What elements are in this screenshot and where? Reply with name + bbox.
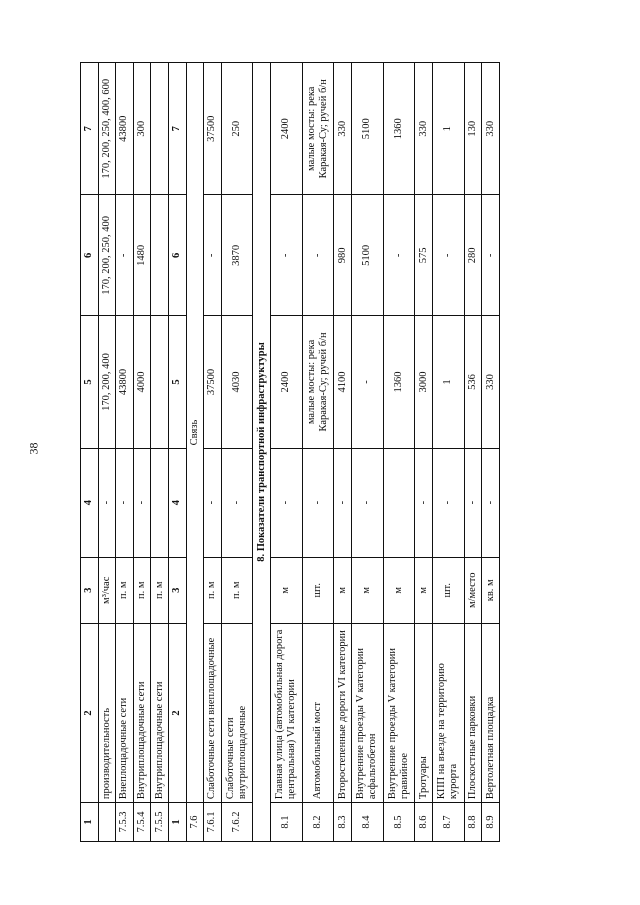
table-cell-col-6: 575: [415, 195, 433, 316]
indicators-table: [80, 62, 500, 842]
table-cell-col-4: -: [116, 448, 134, 557]
column-number-cell: 6: [81, 195, 99, 316]
rotated-table-container: [80, 62, 500, 842]
column-number-cell: 2: [168, 623, 186, 802]
table-cell-col-2: Внеплощадочные сети: [116, 623, 134, 802]
table-row: [204, 63, 222, 842]
table-cell-col-4: -: [221, 448, 253, 557]
table-cell-col-4: -: [271, 448, 303, 557]
table-cell-col-7: 330: [482, 63, 500, 195]
table-cell-col-3: м: [415, 557, 433, 623]
table-cell-col-1: 8.4: [352, 803, 384, 842]
table-cell-col-3: м: [334, 557, 352, 623]
table-cell-col-2: Главная улица (автомобильная дорога центральная) VI категории: [271, 623, 303, 802]
table-cell-col-5: 170, 200, 400: [98, 316, 116, 448]
table-cell-col-4: -: [334, 448, 352, 557]
table-cell-col-7: 37500: [204, 63, 222, 195]
table-cell-col-6: -: [204, 195, 222, 316]
table-cell-col-4: [151, 448, 169, 557]
table-cell-col-1: 7.5.4: [133, 803, 151, 842]
column-number-cell: 5: [81, 316, 99, 448]
table-repeat-header-row: [168, 63, 186, 842]
table-cell-col-2: Второстепенные дороги VI категории: [334, 623, 352, 802]
table-cell-col-2: Внутриплощадочные сети: [151, 623, 169, 802]
table-cell-col-2: КПП на въезде на территорию курорта: [432, 623, 464, 802]
table-cell-col-1: 8.2: [302, 803, 334, 842]
table-cell-col-1: 8.7: [432, 803, 464, 842]
table-cell-col-6: -: [302, 195, 334, 316]
table-cell-col-3: п. м: [221, 557, 253, 623]
table-cell-col-3: п. м: [151, 557, 169, 623]
table-row: [464, 63, 482, 842]
table-cell-col-2: Тротуары: [415, 623, 433, 802]
table-cell-col-1: 7.5.5: [151, 803, 169, 842]
table-cell-col-3: шт.: [432, 557, 464, 623]
section-number: 7.6: [186, 803, 204, 842]
table-row: [98, 63, 116, 842]
table-cell-col-2: Автомобильный мост: [302, 623, 334, 802]
column-number-cell: 7: [81, 63, 99, 195]
table-cell-col-5: 1360: [383, 316, 415, 448]
table-cell-col-2: Слаботочные сети внутриплощадочные: [221, 623, 253, 802]
table-cell-col-3: п. м: [116, 557, 134, 623]
column-number-cell: 6: [168, 195, 186, 316]
column-number-cell: 1: [168, 803, 186, 842]
table-cell-col-5: 3000: [415, 316, 433, 448]
table-cell-col-2: производительность: [98, 623, 116, 802]
table-cell-col-6: -: [116, 195, 134, 316]
table-cell-col-3: кв. м: [482, 557, 500, 623]
table-header-row: [81, 63, 99, 842]
table-row: [352, 63, 384, 842]
table-row: [334, 63, 352, 842]
table-row: [133, 63, 151, 842]
table-cell-col-7: 5100: [352, 63, 384, 195]
table-cell-col-7: малые мосты: река Каракая-Су; ручей б/н: [302, 63, 334, 195]
table-cell-col-7: 300: [133, 63, 151, 195]
table-cell-col-1: 7.6.2: [221, 803, 253, 842]
table-cell-col-3: п. м: [133, 557, 151, 623]
table-cell-col-3: п. м: [204, 557, 222, 623]
table-cell-col-1: 8.8: [464, 803, 482, 842]
section-title: Связь: [186, 63, 204, 803]
section-row-svyaz: [186, 63, 204, 842]
table-cell-col-4: -: [482, 448, 500, 557]
table-cell-col-4: -: [98, 448, 116, 557]
table-cell-col-6: 1480: [133, 195, 151, 316]
table-row: [383, 63, 415, 842]
table-cell-col-2: Вертолетная площадка: [482, 623, 500, 802]
table-cell-col-5: 37500: [204, 316, 222, 448]
table-cell-col-6: -: [383, 195, 415, 316]
table-cell-col-3: м/место: [464, 557, 482, 623]
table-cell-col-4: -: [133, 448, 151, 557]
table-cell-col-4: -: [302, 448, 334, 557]
table-cell-col-3: м: [383, 557, 415, 623]
table-cell-col-1: 8.5: [383, 803, 415, 842]
table-cell-col-7: 43800: [116, 63, 134, 195]
table-cell-col-5: 4030: [221, 316, 253, 448]
table-cell-col-7: 170, 200, 250, 400, 600: [98, 63, 116, 195]
column-number-cell: 3: [81, 557, 99, 623]
column-number-cell: 2: [81, 623, 99, 802]
column-number-cell: 5: [168, 316, 186, 448]
table-cell-col-2: Плоскостные парковки: [464, 623, 482, 802]
table-cell-col-3: м: [352, 557, 384, 623]
table-cell-col-7: 330: [415, 63, 433, 195]
table-cell-col-6: -: [432, 195, 464, 316]
table-cell-col-2: Внутренние проезды V категории асфальтобетон: [352, 623, 384, 802]
table-cell-col-4: [383, 448, 415, 557]
table-cell-col-3: м³/час: [98, 557, 116, 623]
table-cell-col-4: -: [464, 448, 482, 557]
table-cell-col-3: м: [271, 557, 303, 623]
table-row: [415, 63, 433, 842]
table-cell-col-7: 2400: [271, 63, 303, 195]
table-cell-col-6: 280: [464, 195, 482, 316]
table-row: [151, 63, 169, 842]
table-cell-col-7: 1: [432, 63, 464, 195]
table-cell-col-6: -: [271, 195, 303, 316]
table-row: [271, 63, 303, 842]
table-row: [302, 63, 334, 842]
table-row: [116, 63, 134, 842]
table-cell-col-4: -: [352, 448, 384, 557]
table-cell-col-6: 5100: [352, 195, 384, 316]
table-cell-col-5: 4100: [334, 316, 352, 448]
table-cell-col-5: 1: [432, 316, 464, 448]
table-cell-col-2: Внутриплощадочные сети: [133, 623, 151, 802]
table-cell-col-6: -: [482, 195, 500, 316]
table-cell-col-7: 250: [221, 63, 253, 195]
table-cell-col-7: 130: [464, 63, 482, 195]
table-cell-col-7: 330: [334, 63, 352, 195]
table-row: [482, 63, 500, 842]
table-cell-col-1: 8.1: [271, 803, 303, 842]
table-cell-col-2: Внутренние проезды V категории гравийное: [383, 623, 415, 802]
table-cell-col-5: [151, 316, 169, 448]
table-cell-col-5: малые мосты: река Каракая-Су; ручей б/н: [302, 316, 334, 448]
table-cell-col-6: 980: [334, 195, 352, 316]
column-number-cell: 1: [81, 803, 99, 842]
table-cell-col-5: 43800: [116, 316, 134, 448]
table-row: [221, 63, 253, 842]
table-cell-col-1: [98, 803, 116, 842]
table-cell-col-6: 3870: [221, 195, 253, 316]
table-row: [432, 63, 464, 842]
table-cell-col-5: -: [352, 316, 384, 448]
table-cell-col-6: 170, 200, 250, 400: [98, 195, 116, 316]
table-cell-col-1: 8.9: [482, 803, 500, 842]
column-number-cell: 3: [168, 557, 186, 623]
table-cell-col-7: [151, 63, 169, 195]
table-cell-col-5: 2400: [271, 316, 303, 448]
table-cell-col-5: 4000: [133, 316, 151, 448]
table-cell-col-1: 7.6.1: [204, 803, 222, 842]
table-cell-col-3: шт.: [302, 557, 334, 623]
table-cell-col-1: 8.3: [334, 803, 352, 842]
table-cell-col-7: 1360: [383, 63, 415, 195]
table-cell-col-5: 536: [464, 316, 482, 448]
page-number: 38: [26, 442, 41, 455]
table-cell-col-4: -: [432, 448, 464, 557]
section-title: 8. Показатели транспортной инфраструктуры: [253, 63, 271, 842]
table-cell-col-1: 7.5.3: [116, 803, 134, 842]
table-cell-col-6: [151, 195, 169, 316]
table-cell-col-2: Слаботочные сети внеплощадочные: [204, 623, 222, 802]
table-cell-col-1: 8.6: [415, 803, 433, 842]
column-number-cell: 7: [168, 63, 186, 195]
column-number-cell: 4: [81, 448, 99, 557]
section-row-transport: [253, 63, 271, 842]
table-cell-col-4: -: [415, 448, 433, 557]
table-cell-col-4: -: [204, 448, 222, 557]
table-cell-col-5: 330: [482, 316, 500, 448]
column-number-cell: 4: [168, 448, 186, 557]
